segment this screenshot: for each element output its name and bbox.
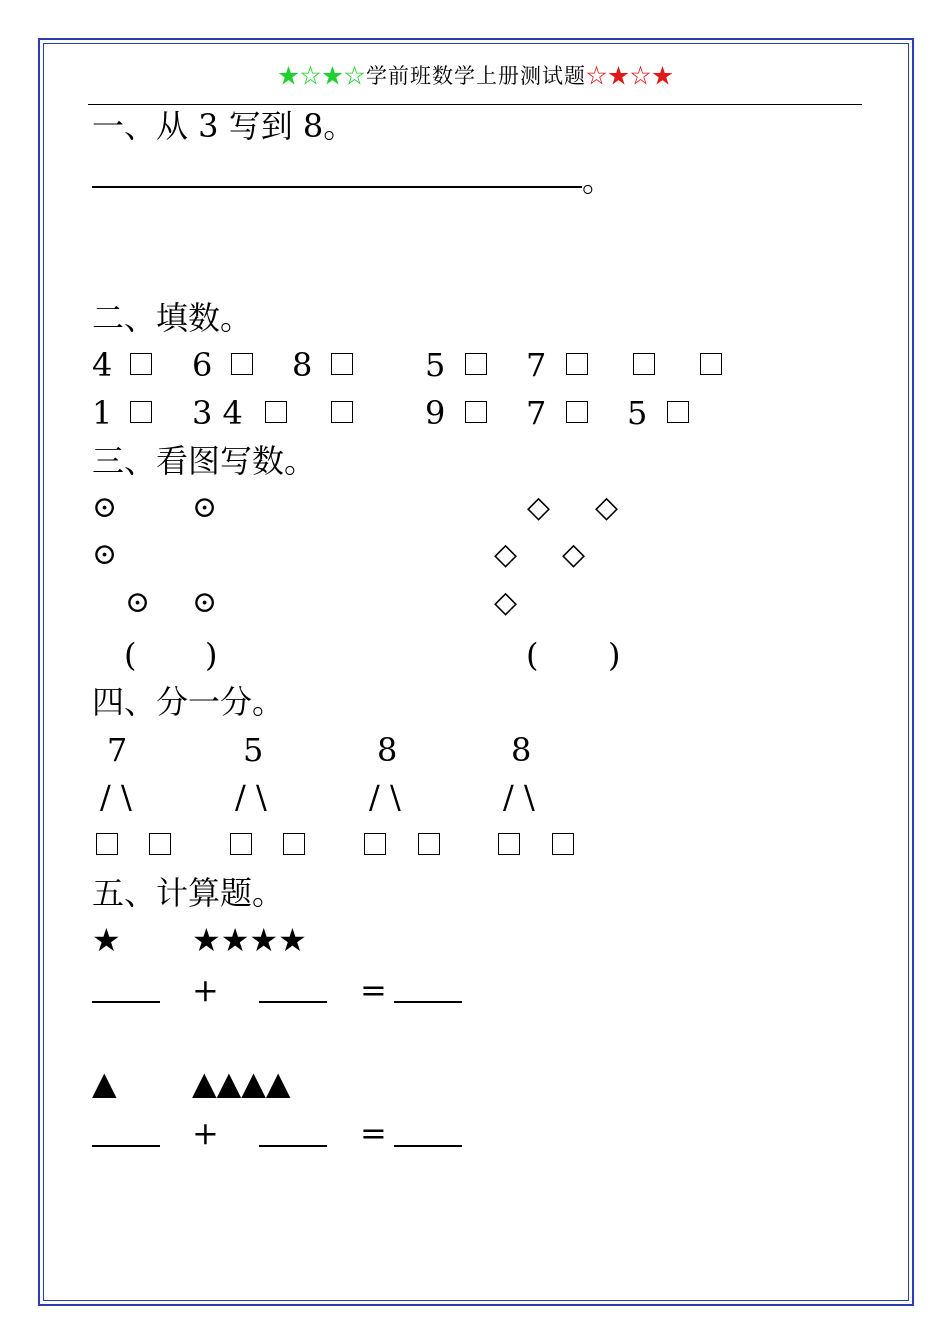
fill-number-r2-5: 5: [627, 394, 648, 432]
star-icon: ★: [92, 921, 121, 959]
answer-left-paren: (: [526, 636, 539, 674]
section3-title: 三、看图写数。: [92, 442, 317, 480]
fill-box[interactable]: [465, 401, 487, 423]
section5-title: 五、计算题。: [92, 874, 285, 912]
fill-box[interactable]: [667, 401, 689, 423]
circle-dot-icon: ⊙: [192, 585, 218, 620]
fill-box[interactable]: [130, 401, 152, 423]
fill-number-r2-2: 3 4: [192, 394, 243, 432]
fill-box[interactable]: [566, 401, 588, 423]
diamond-icon: ◇: [494, 537, 518, 572]
section1-period: 。: [582, 161, 615, 199]
answer-right-paren: ): [608, 636, 621, 674]
section4-title: 四、分一分。: [92, 683, 285, 721]
split-branch: / \: [369, 778, 401, 816]
plus-sign: +: [192, 1114, 219, 1152]
page-border-inner: [43, 43, 909, 1301]
fill-box[interactable]: [331, 401, 353, 423]
fill-number-r1-3: 8: [292, 346, 313, 384]
section1-title: 一、从 3 写到 8。: [92, 107, 356, 145]
fill-number-r1-4: 5: [425, 346, 446, 384]
fill-number-r2-4: 7: [526, 394, 547, 432]
answer-blank[interactable]: [259, 1145, 327, 1147]
split-box[interactable]: [552, 833, 574, 855]
triangle-icon: ▲: [92, 1064, 117, 1102]
header-stars-left: ★☆★☆: [278, 64, 366, 88]
fill-box[interactable]: [633, 353, 655, 375]
answer-blank[interactable]: [92, 1001, 160, 1003]
split-branch: / \: [503, 778, 535, 816]
star-group-icon: ★★★★: [192, 921, 307, 959]
diamond-icon: ◇: [562, 537, 586, 572]
split-box[interactable]: [283, 833, 305, 855]
answer-right-paren: ): [205, 636, 218, 674]
circle-dot-icon: ⊙: [192, 490, 218, 525]
split-number: 5: [243, 731, 264, 769]
diamond-icon: ◇: [595, 490, 619, 525]
split-box[interactable]: [498, 833, 520, 855]
split-box[interactable]: [364, 833, 386, 855]
split-box[interactable]: [149, 833, 171, 855]
equals-sign: =: [360, 1114, 387, 1152]
answer-blank[interactable]: [92, 1145, 160, 1147]
split-branch: / \: [100, 778, 132, 816]
split-box[interactable]: [96, 833, 118, 855]
fill-number-r2-1: 1: [92, 394, 113, 432]
equals-sign: =: [360, 971, 387, 1009]
header-title: 学前班数学上册测试题: [366, 64, 586, 88]
fill-box[interactable]: [265, 401, 287, 423]
split-box[interactable]: [418, 833, 440, 855]
answer-blank[interactable]: [259, 1001, 327, 1003]
circle-dot-icon: ⊙: [125, 585, 151, 620]
header-rule: [88, 104, 862, 105]
answer-blank[interactable]: [394, 1001, 462, 1003]
split-number: 8: [377, 731, 398, 769]
fill-box[interactable]: [331, 353, 353, 375]
fill-box[interactable]: [700, 353, 722, 375]
section1-answer-line: [92, 186, 582, 188]
header-stars-right: ☆★☆★: [586, 64, 674, 88]
section2-title: 二、填数。: [92, 299, 253, 337]
circle-dot-icon: ⊙: [92, 537, 118, 572]
split-branch: / \: [235, 778, 267, 816]
fill-number-r1-1: 4: [92, 346, 113, 384]
fill-box[interactable]: [130, 353, 152, 375]
diamond-icon: ◇: [494, 585, 518, 620]
plus-sign: +: [192, 971, 219, 1009]
split-number: 7: [107, 731, 128, 769]
fill-number-r2-3: 9: [425, 394, 446, 432]
fill-box[interactable]: [566, 353, 588, 375]
page-header: [90, 60, 862, 92]
fill-box[interactable]: [231, 353, 253, 375]
circle-dot-icon: ⊙: [92, 490, 118, 525]
answer-left-paren: (: [124, 636, 137, 674]
split-box[interactable]: [230, 833, 252, 855]
fill-box[interactable]: [465, 353, 487, 375]
split-number: 8: [511, 731, 532, 769]
diamond-icon: ◇: [527, 490, 551, 525]
answer-blank[interactable]: [394, 1145, 462, 1147]
triangle-group-icon: ▲▲▲▲: [192, 1064, 291, 1102]
fill-number-r1-2: 6: [192, 346, 213, 384]
fill-number-r1-5: 7: [526, 346, 547, 384]
